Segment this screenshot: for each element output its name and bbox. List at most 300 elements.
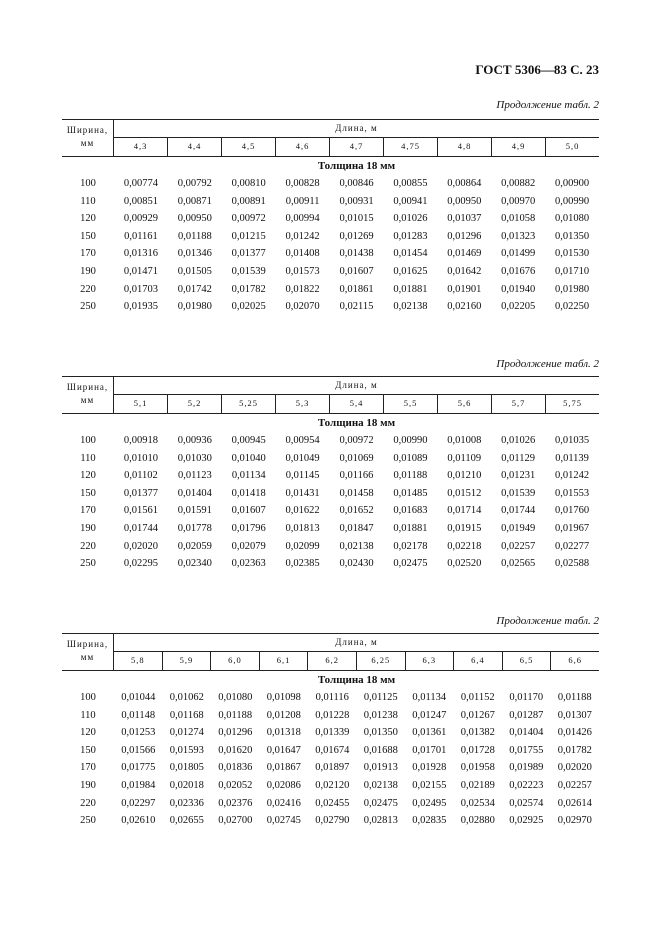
table-cell: 0,01714 (447, 505, 482, 517)
table-cell: 0,01283 (393, 230, 428, 242)
table-cell: 0,02880 (460, 815, 495, 827)
table-caption: Продолжение табл. 2 (496, 99, 599, 111)
row-values (114, 795, 599, 813)
table-cell: 0,02297 (121, 797, 156, 809)
row-width: 150 (80, 487, 96, 499)
table-cell: 0,01836 (218, 762, 253, 774)
table-row (62, 795, 599, 813)
length-columns (114, 394, 599, 413)
table-cell: 0,00855 (393, 178, 428, 189)
table-cell: 0,01710 (555, 265, 590, 277)
column-header: 6,2 (307, 651, 356, 670)
table-cell: 0,02218 (447, 540, 482, 552)
column-header: 4,8 (437, 137, 491, 156)
table-cell: 0,01958 (460, 762, 495, 774)
table-cell: 0,01782 (557, 744, 592, 756)
table-cell: 0,01307 (557, 709, 592, 721)
table-cell: 0,01881 (393, 283, 428, 295)
row-width: 110 (80, 709, 96, 721)
table-row (62, 777, 599, 795)
table-row (62, 520, 599, 538)
table-cell: 0,02376 (218, 797, 253, 809)
table-header (62, 633, 599, 671)
row-width: 110 (80, 452, 96, 464)
table-cell: 0,01928 (412, 762, 447, 774)
table-row (62, 210, 599, 228)
table-cell: 0,01170 (509, 692, 544, 703)
table-cell: 0,00936 (177, 435, 212, 446)
table-cell: 0,01989 (509, 762, 544, 774)
table-cell: 0,00950 (447, 195, 482, 207)
table-cell: 0,01015 (339, 213, 374, 225)
table-cell: 0,00891 (231, 195, 266, 207)
row-width: 220 (80, 283, 96, 295)
row-width: 170 (80, 248, 96, 260)
table-cell: 0,01062 (169, 692, 204, 703)
table-cell: 0,02020 (123, 540, 158, 552)
table-cell: 0,02025 (231, 301, 266, 313)
table-cell: 0,01913 (363, 762, 398, 774)
table-cell: 0,02059 (177, 540, 212, 552)
row-values (114, 298, 599, 316)
column-header: 5,9 (162, 651, 211, 670)
table-cell: 0,01703 (123, 283, 158, 295)
table-cell: 0,01168 (169, 709, 204, 721)
table-cell: 0,01591 (177, 505, 212, 517)
table-row (62, 467, 599, 485)
table-cell: 0,01539 (501, 487, 536, 499)
table-cell: 0,01228 (315, 709, 350, 721)
table-header (62, 119, 599, 157)
table-cell: 0,02430 (339, 558, 374, 570)
width-column-header: Ширина, мм (62, 120, 114, 156)
table-cell: 0,01145 (285, 470, 320, 482)
length-header: Длина, м (114, 120, 599, 138)
table-cell: 0,01642 (447, 265, 482, 277)
table-cell: 0,00994 (285, 213, 320, 225)
table-cell: 0,01676 (501, 265, 536, 277)
table-cell: 0,00900 (555, 178, 590, 189)
table-cell: 0,01049 (285, 452, 320, 464)
table-cell: 0,01796 (231, 522, 266, 534)
table-cell: 0,01339 (315, 727, 350, 739)
column-header: 5,5 (383, 394, 437, 413)
table-caption: Продолжение табл. 2 (496, 615, 599, 627)
row-values (114, 812, 599, 830)
table-cell: 0,02495 (412, 797, 447, 809)
width-column-header: Ширина, мм (62, 377, 114, 413)
row-width: 100 (80, 692, 96, 703)
table-cell: 0,00774 (123, 178, 158, 189)
table-cell: 0,01098 (266, 692, 301, 703)
row-width: 100 (80, 178, 96, 189)
table-cell: 0,02257 (501, 540, 536, 552)
table-cell: 0,01674 (315, 744, 350, 756)
table-cell: 0,01188 (393, 470, 428, 482)
row-values (114, 538, 599, 556)
table-row (62, 228, 599, 246)
table-cell: 0,02574 (509, 797, 544, 809)
table-cell: 0,00828 (285, 178, 320, 189)
table-cell: 0,02614 (557, 797, 592, 809)
row-width: 110 (80, 195, 96, 207)
table-cell: 0,02070 (285, 301, 320, 313)
column-header: 4,3 (133, 141, 148, 151)
table-cell: 0,02475 (393, 558, 428, 570)
row-values (114, 502, 599, 520)
row-width: 220 (80, 540, 96, 552)
row-values (114, 777, 599, 795)
table-cell: 0,01980 (555, 283, 590, 295)
table-cell: 0,01267 (460, 709, 495, 721)
table-cell: 0,01505 (177, 265, 212, 277)
table-cell: 0,01287 (509, 709, 544, 721)
column-header: 5,25 (221, 394, 275, 413)
table-cell: 0,02223 (509, 779, 544, 791)
table-row (62, 263, 599, 281)
table-cell: 0,02099 (285, 540, 320, 552)
column-header: 6,3 (405, 651, 454, 670)
table-cell: 0,01805 (169, 762, 204, 774)
table-cell: 0,02115 (339, 301, 374, 313)
table-cell: 0,01080 (555, 213, 590, 225)
table-cell: 0,01161 (124, 230, 158, 242)
table-cell: 0,01208 (266, 709, 301, 721)
table-cell: 0,02160 (447, 301, 482, 313)
table-cell: 0,01573 (285, 265, 320, 277)
table-cell: 0,01915 (447, 522, 482, 534)
table-cell: 0,02565 (501, 558, 536, 570)
table-cell: 0,00990 (393, 435, 428, 446)
row-values (114, 175, 599, 193)
weight-table-2 (62, 376, 599, 573)
table-cell: 0,01782 (231, 283, 266, 295)
table-cell: 0,01346 (177, 248, 212, 260)
table-cell: 0,00945 (231, 435, 266, 446)
table-cell: 0,01935 (123, 301, 158, 313)
table-cell: 0,01274 (169, 727, 204, 739)
table-cell: 0,01008 (447, 435, 482, 446)
table-cell: 0,01426 (557, 727, 592, 739)
table-row (62, 502, 599, 520)
table-cell: 0,01881 (393, 522, 428, 534)
table-cell: 0,01069 (339, 452, 374, 464)
table-cell: 0,01984 (121, 779, 156, 791)
row-values (114, 193, 599, 211)
table-cell: 0,00972 (339, 435, 374, 446)
table-cell: 0,02250 (555, 301, 590, 313)
table-cell: 0,01323 (501, 230, 536, 242)
length-columns (114, 137, 599, 156)
column-header: 5,8 (130, 655, 145, 665)
table-cell: 0,01134 (412, 692, 447, 703)
table-cell: 0,00846 (339, 178, 374, 189)
table-cell: 0,02079 (231, 540, 266, 552)
table-cell: 0,02700 (218, 815, 253, 827)
table-cell: 0,02052 (218, 779, 253, 791)
table-cell: 0,00950 (177, 213, 212, 225)
table-cell: 0,00931 (339, 195, 374, 207)
row-values (114, 467, 599, 485)
table-cell: 0,02970 (557, 815, 592, 827)
table-cell: 0,01622 (285, 505, 320, 517)
table-cell: 0,01040 (231, 452, 266, 464)
table-row (62, 707, 599, 725)
table-cell: 0,01166 (339, 470, 374, 482)
table-cell: 0,01561 (123, 505, 158, 517)
column-header: 5,6 (437, 394, 491, 413)
table-cell: 0,02138 (363, 779, 398, 791)
table-cell: 0,01129 (501, 452, 536, 464)
row-values (114, 485, 599, 503)
row-width: 190 (80, 522, 96, 534)
column-header: 5,4 (329, 394, 383, 413)
table-cell: 0,01539 (231, 265, 266, 277)
table-row (62, 298, 599, 316)
row-width: 190 (80, 779, 96, 791)
table-cell: 0,02416 (266, 797, 301, 809)
table-cell: 0,00882 (501, 178, 536, 189)
table-cell: 0,02155 (412, 779, 447, 791)
column-header: 4,4 (167, 137, 221, 156)
table-row (62, 485, 599, 503)
table-cell: 0,01089 (393, 452, 428, 464)
table-cell: 0,01683 (393, 505, 428, 517)
table-cell: 0,01102 (124, 470, 158, 482)
table-cell: 0,01949 (501, 522, 536, 534)
table-row (62, 450, 599, 468)
table-cell: 0,00871 (177, 195, 212, 207)
table-cell: 0,02020 (557, 762, 592, 774)
thickness-subheader: Толщина 18 мм (317, 417, 396, 429)
row-values (114, 724, 599, 742)
table-cell: 0,01116 (315, 692, 349, 703)
table-cell: 0,01109 (447, 452, 482, 464)
table-cell: 0,01188 (218, 709, 253, 721)
table-cell: 0,01813 (285, 522, 320, 534)
table-cell: 0,01215 (231, 230, 266, 242)
table-cell: 0,01044 (121, 692, 156, 703)
table-cell: 0,02655 (169, 815, 204, 827)
table-cell: 0,02205 (501, 301, 536, 313)
table-cell: 0,00990 (555, 195, 590, 207)
table-cell: 0,01377 (123, 487, 158, 499)
column-header: 4,5 (221, 137, 275, 156)
table-row (62, 555, 599, 573)
row-width: 120 (80, 470, 96, 482)
table-cell: 0,02385 (285, 558, 320, 570)
row-width: 150 (80, 230, 96, 242)
table-row (62, 432, 599, 450)
table-cell: 0,01530 (555, 248, 590, 260)
weight-table-1 (62, 119, 599, 316)
table-cell: 0,02120 (315, 779, 350, 791)
table-cell: 0,02086 (266, 779, 301, 791)
table-cell: 0,01652 (339, 505, 374, 517)
table-cell: 0,02277 (555, 540, 590, 552)
table-row (62, 193, 599, 211)
table-cell: 0,01593 (169, 744, 204, 756)
table-cell: 0,01967 (555, 522, 590, 534)
table-cell: 0,01404 (509, 727, 544, 739)
row-width: 150 (80, 744, 96, 756)
table-cell: 0,01454 (393, 248, 428, 260)
table-cell: 0,02534 (460, 797, 495, 809)
table-cell: 0,01566 (121, 744, 156, 756)
table-cell: 0,01418 (231, 487, 266, 499)
table-header (62, 376, 599, 414)
table-cell: 0,01188 (557, 692, 592, 703)
row-width: 120 (80, 727, 96, 739)
table-cell: 0,01296 (447, 230, 482, 242)
table-cell: 0,01980 (177, 301, 212, 313)
table-cell: 0,01404 (177, 487, 212, 499)
table-cell: 0,02138 (339, 540, 374, 552)
table-cell: 0,01350 (363, 727, 398, 739)
table-cell: 0,02813 (363, 815, 398, 827)
table-cell: 0,01607 (231, 505, 266, 517)
table-row (62, 281, 599, 299)
table-cell: 0,01755 (509, 744, 544, 756)
table-cell: 0,01847 (339, 522, 374, 534)
table-cell: 0,01316 (123, 248, 158, 260)
length-header: Длина, м (114, 377, 599, 395)
table-cell: 0,01026 (501, 435, 536, 446)
table-cell: 0,00911 (285, 195, 320, 207)
table-row (62, 245, 599, 263)
table-cell: 0,00918 (123, 435, 158, 446)
row-values (114, 707, 599, 725)
table-cell: 0,01296 (218, 727, 253, 739)
column-header: 6,5 (502, 651, 551, 670)
table-cell: 0,02610 (121, 815, 156, 827)
table-cell: 0,01058 (501, 213, 536, 225)
table-cell: 0,00941 (393, 195, 428, 207)
table-cell: 0,01647 (266, 744, 301, 756)
table-cell: 0,01742 (177, 283, 212, 295)
table-cell: 0,01377 (231, 248, 266, 260)
table-caption: Продолжение табл. 2 (496, 358, 599, 370)
table-cell: 0,01382 (460, 727, 495, 739)
table-cell: 0,01897 (315, 762, 350, 774)
length-header: Длина, м (114, 634, 599, 652)
table-cell: 0,01253 (121, 727, 156, 739)
table-cell: 0,02520 (447, 558, 482, 570)
row-width: 220 (80, 797, 96, 809)
table-cell: 0,01901 (447, 283, 482, 295)
table-cell: 0,02189 (460, 779, 495, 791)
table-row (62, 689, 599, 707)
table-cell: 0,02340 (177, 558, 212, 570)
table-cell: 0,01035 (555, 435, 590, 446)
column-header: 5,0 (545, 137, 599, 156)
table-cell: 0,00972 (231, 213, 266, 225)
table-cell: 0,01471 (123, 265, 158, 277)
table-cell: 0,02835 (412, 815, 447, 827)
table-cell: 0,00954 (285, 435, 320, 446)
row-values (114, 450, 599, 468)
table-cell: 0,01458 (339, 487, 374, 499)
table-cell: 0,02257 (557, 779, 592, 791)
table-cell: 0,01238 (363, 709, 398, 721)
table-cell: 0,01037 (447, 213, 482, 225)
table-cell: 0,01438 (339, 248, 374, 260)
table-cell: 0,01139 (555, 452, 589, 464)
table-cell: 0,01607 (339, 265, 374, 277)
row-values (114, 210, 599, 228)
column-header: 6,4 (453, 651, 502, 670)
column-header: 6,1 (259, 651, 308, 670)
width-column-header: Ширина, мм (62, 634, 114, 670)
table-cell: 0,02295 (123, 558, 158, 570)
table-cell: 0,01242 (555, 470, 590, 482)
table-row (62, 759, 599, 777)
table-cell: 0,01134 (231, 470, 266, 482)
column-header: 6,0 (210, 651, 259, 670)
table-cell: 0,00810 (231, 178, 266, 189)
column-header: 6,25 (356, 651, 405, 670)
table-cell: 0,01701 (412, 744, 447, 756)
column-header: 4,75 (383, 137, 437, 156)
table-row (62, 812, 599, 830)
table-cell: 0,01431 (285, 487, 320, 499)
row-values (114, 281, 599, 299)
table-cell: 0,01744 (501, 505, 536, 517)
table-cell: 0,01408 (285, 248, 320, 260)
column-header: 4,6 (275, 137, 329, 156)
table-cell: 0,01620 (218, 744, 253, 756)
table-cell: 0,02138 (393, 301, 428, 313)
table-cell: 0,01822 (285, 283, 320, 295)
table-cell: 0,01625 (393, 265, 428, 277)
row-width: 250 (80, 301, 96, 313)
table-cell: 0,01744 (123, 522, 158, 534)
row-width: 120 (80, 213, 96, 225)
thickness-subheader: Толщина 18 мм (317, 674, 396, 686)
table-cell: 0,01775 (121, 762, 156, 774)
row-values (114, 263, 599, 281)
row-values (114, 520, 599, 538)
table-cell: 0,00970 (501, 195, 536, 207)
table-cell: 0,01688 (363, 744, 398, 756)
column-header: 5,1 (133, 398, 148, 408)
table-cell: 0,02178 (393, 540, 428, 552)
table-cell: 0,01469 (447, 248, 482, 260)
table-cell: 0,00792 (177, 178, 212, 189)
table-cell: 0,00864 (447, 178, 482, 189)
table-cell: 0,02790 (315, 815, 350, 827)
table-cell: 0,02455 (315, 797, 350, 809)
table-cell: 0,02363 (231, 558, 266, 570)
table-cell: 0,02745 (266, 815, 301, 827)
table-cell: 0,01231 (501, 470, 536, 482)
table-cell: 0,01010 (123, 452, 158, 464)
row-width: 170 (80, 505, 96, 517)
row-values (114, 759, 599, 777)
table-cell: 0,01080 (218, 692, 253, 703)
table-cell: 0,01269 (339, 230, 374, 242)
thickness-subheader: Толщина 18 мм (317, 160, 396, 172)
row-values (114, 245, 599, 263)
row-values (114, 689, 599, 707)
table-cell: 0,01861 (339, 283, 374, 295)
table-cell: 0,01760 (555, 505, 590, 517)
length-columns (114, 651, 599, 670)
table-cell: 0,02018 (169, 779, 204, 791)
table-cell: 0,02925 (509, 815, 544, 827)
table-cell: 0,01361 (412, 727, 447, 739)
table-row (62, 724, 599, 742)
